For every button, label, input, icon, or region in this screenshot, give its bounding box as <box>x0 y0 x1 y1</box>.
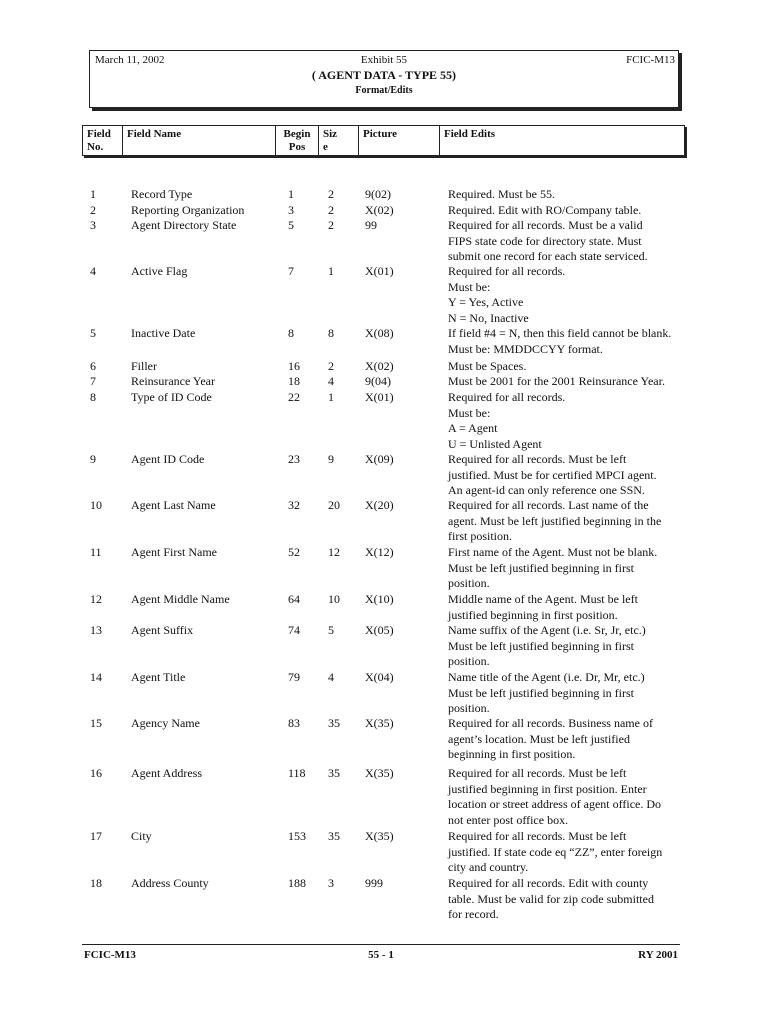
field-edits: Name suffix of the Agent (i.e. Sr, Jr, etc.) Must be left justified beginning in first position. <box>448 623 646 668</box>
picture: X(09) <box>365 452 394 466</box>
field-number: 2 <box>90 203 96 217</box>
begin-pos: 153 <box>288 829 306 843</box>
begin-pos: 74 <box>288 623 300 637</box>
field-size: 3 <box>328 876 334 890</box>
field-name: Agent Directory State <box>131 218 237 232</box>
field-name: Agent ID Code <box>131 452 205 466</box>
begin-pos: 118 <box>288 766 306 780</box>
field-name: Reinsurance Year <box>131 374 215 388</box>
field-name: Agent Last Name <box>131 498 216 512</box>
field-number: 7 <box>90 374 96 388</box>
picture: X(35) <box>365 716 394 730</box>
field-name: Agent Middle Name <box>131 592 230 606</box>
field-number: 14 <box>90 670 102 684</box>
field-size: 4 <box>328 670 334 684</box>
begin-pos: 64 <box>288 592 300 606</box>
header-title: ( AGENT DATA - TYPE 55) <box>311 68 457 82</box>
footer-right: RY 2001 <box>638 949 678 961</box>
field-edits: Required for all records. Edit with county table. Must be valid for zip code submitted for record. <box>448 876 654 921</box>
field-edits: Required for all records. Must be left justified. Must be for certified MPCI agent. An agent-id can only reference one SSN. <box>448 452 657 497</box>
field-name: Filler <box>131 359 157 373</box>
begin-pos: 23 <box>288 452 300 466</box>
header-subtitle: Format/Edits <box>355 85 413 96</box>
field-number: 15 <box>90 716 102 730</box>
column-begin-pos: Begin Pos <box>276 126 319 155</box>
field-size: 12 <box>328 545 340 559</box>
field-size: 4 <box>328 374 334 388</box>
field-size: 35 <box>328 766 340 780</box>
begin-pos: 22 <box>288 390 300 404</box>
begin-pos: 83 <box>288 716 300 730</box>
field-name: Record Type <box>131 187 193 201</box>
picture: X(01) <box>365 264 394 278</box>
field-edits: Required for all records. Business name of agent’s location. Must be left justified beginning in first position. <box>448 716 653 761</box>
field-number: 13 <box>90 623 102 637</box>
page-footer <box>82 944 680 961</box>
field-number: 1 <box>90 187 96 201</box>
begin-pos: 79 <box>288 670 300 684</box>
picture: X(01) <box>365 390 394 404</box>
begin-pos: 1 <box>288 187 294 201</box>
column-field-name: Field Name <box>123 126 276 155</box>
field-number: 3 <box>90 218 96 232</box>
field-size: 5 <box>328 623 334 637</box>
field-edits: Middle name of the Agent. Must be left justified beginning in first position. <box>448 592 638 622</box>
field-number: 5 <box>90 326 96 340</box>
field-number: 4 <box>90 264 96 278</box>
begin-pos: 16 <box>288 359 300 373</box>
field-edits: If field #4 = N, then this field cannot be blank. Must be: MMDDCCYY format. <box>448 326 672 356</box>
picture: X(04) <box>365 670 394 684</box>
picture: X(35) <box>365 829 394 843</box>
field-number: 12 <box>90 592 102 606</box>
field-size: 35 <box>328 716 340 730</box>
field-number: 11 <box>90 545 102 559</box>
column-field-edits: Field Edits <box>444 128 496 140</box>
field-number: 6 <box>90 359 96 373</box>
begin-pos: 32 <box>288 498 300 512</box>
column-picture: Picture <box>359 126 440 155</box>
field-number: 18 <box>90 876 102 890</box>
field-edits: Required for all records. Must be left justified. If state code eq “ZZ”, enter foreign city and country. <box>448 829 663 874</box>
field-name: Agency Name <box>131 716 200 730</box>
field-size: 2 <box>328 203 334 217</box>
field-name: Type of ID Code <box>131 390 212 404</box>
field-edits: Must be Spaces. <box>448 359 527 373</box>
field-name: Agent Suffix <box>131 623 194 637</box>
begin-pos: 52 <box>288 545 300 559</box>
picture: 9(04) <box>365 374 391 388</box>
picture: X(05) <box>365 623 394 637</box>
field-name: City <box>131 829 152 843</box>
picture: 99 <box>365 218 377 232</box>
field-name: Agent First Name <box>131 545 217 559</box>
field-size: 1 <box>328 390 334 404</box>
header-doc-code: FCIC-M13 <box>626 54 675 66</box>
column-header-row <box>82 125 685 156</box>
field-name: Active Flag <box>131 264 188 278</box>
begin-pos: 3 <box>288 203 294 217</box>
field-name: Agent Address <box>131 766 202 780</box>
field-edits: Required. Edit with RO/Company table. <box>448 203 642 217</box>
begin-pos: 5 <box>288 218 294 232</box>
field-size: 10 <box>328 592 340 606</box>
header-exhibit: Exhibit 55 <box>360 54 408 66</box>
field-number: 8 <box>90 390 96 404</box>
footer-left: FCIC-M13 <box>84 949 136 961</box>
field-edits: Required for all records. Must be a valid FIPS state code for directory state. Must submit one record for each state serviced. <box>448 218 648 263</box>
field-edits: Required for all records. Last name of the agent. Must be left justified beginning in the first position. <box>448 498 662 543</box>
field-size: 2 <box>328 187 334 201</box>
field-name: Address County <box>131 876 209 890</box>
picture: 9(02) <box>365 187 391 201</box>
field-edits: Required for all records. Must be: A = Agent U = Unlisted Agent <box>448 390 566 451</box>
begin-pos: 8 <box>288 326 294 340</box>
column-field-no: Field No. <box>83 126 123 155</box>
field-name: Inactive Date <box>131 326 196 340</box>
field-name: Reporting Organization <box>131 203 245 217</box>
field-edits: Must be 2001 for the 2001 Reinsurance Year. <box>448 374 665 388</box>
field-number: 16 <box>90 766 102 780</box>
field-size: 8 <box>328 326 334 340</box>
begin-pos: 7 <box>288 264 294 278</box>
field-size: 35 <box>328 829 340 843</box>
field-size: 2 <box>328 218 334 232</box>
picture: X(20) <box>365 498 394 512</box>
document-header-box <box>89 50 679 108</box>
picture: X(35) <box>365 766 394 780</box>
field-edits: Required for all records. Must be: Y = Yes, Active N = No, Inactive <box>448 264 566 325</box>
picture: X(02) <box>365 359 394 373</box>
field-edits: Name title of the Agent (i.e. Dr, Mr, etc.) Must be left justified beginning in first position. <box>448 670 645 715</box>
field-number: 9 <box>90 452 96 466</box>
header-date: March 11, 2002 <box>95 54 165 66</box>
begin-pos: 18 <box>288 374 300 388</box>
field-size: 20 <box>328 498 340 512</box>
field-edits: Required for all records. Must be left justified beginning in first position. Enter location or street address of agent office. Do not enter post office box. <box>448 766 662 827</box>
field-edits: First name of the Agent. Must not be blank. Must be left justified beginning in first position. <box>448 545 658 590</box>
picture: 999 <box>365 876 383 890</box>
footer-page-number: 55 - 1 <box>368 949 394 961</box>
picture: X(02) <box>365 203 394 217</box>
field-number: 10 <box>90 498 102 512</box>
field-size: 1 <box>328 264 334 278</box>
field-size: 2 <box>328 359 334 373</box>
begin-pos: 188 <box>288 876 306 890</box>
field-edits: Required. Must be 55. <box>448 187 555 201</box>
picture: X(10) <box>365 592 394 606</box>
picture: X(12) <box>365 545 394 559</box>
field-number: 17 <box>90 829 102 843</box>
field-name: Agent Title <box>131 670 186 684</box>
field-size: 9 <box>328 452 334 466</box>
column-size: Siz e <box>319 126 359 155</box>
picture: X(08) <box>365 326 394 340</box>
